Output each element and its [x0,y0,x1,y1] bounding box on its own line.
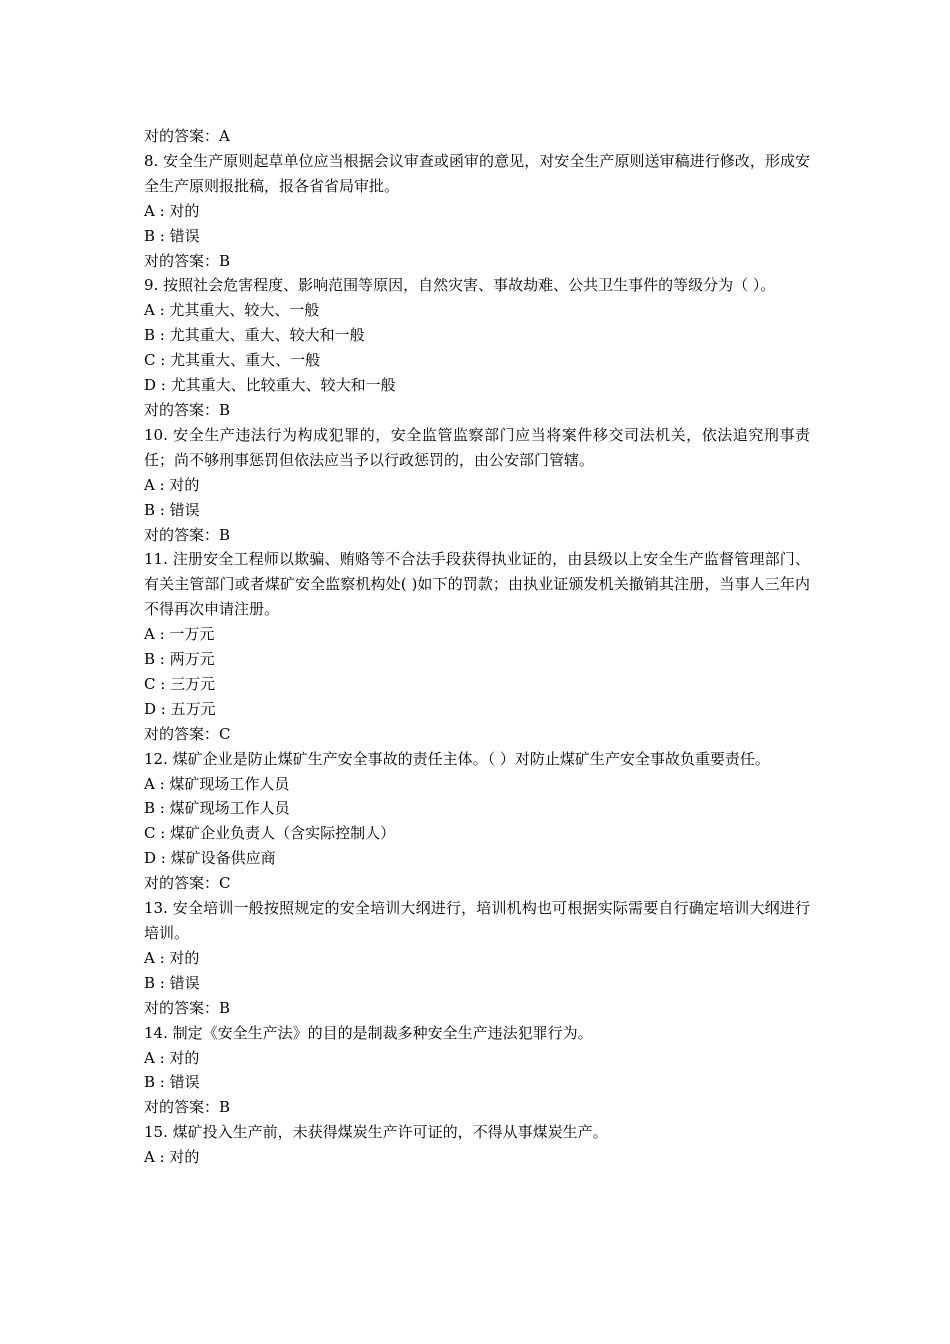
document-page [144,124,810,1170]
option-line: C : 尤其重大、重大、一般 [144,351,321,370]
option-line: A : 对的 [144,475,200,494]
option-line: D : 五万元 [144,699,216,718]
option-line: B : 错误 [144,1073,200,1092]
option-line: A : 对的 [144,201,200,220]
answer-line: 对的答案：C [144,724,231,743]
option-line: B : 错误 [144,226,200,245]
option-line: D : 尤其重大、比较重大、较大和一般 [144,376,396,395]
option-line: B : 错误 [144,500,200,519]
option-line: C : 三万元 [144,674,216,693]
option-line: C : 煤矿企业负责人（含实际控制人） [144,824,396,843]
question-text: 8. 安全生产原则起草单位应当根据会议审查或函审的意见，对安全生产原则送审稿进行修改，形成安全生产原则报批稿，报各省省局审批。 [144,151,810,195]
option-line: A : 对的 [144,948,200,967]
option-line: A : 一万元 [144,625,215,644]
question-text: 15. 煤矿投入生产前，未获得煤炭生产许可证的，不得从事煤炭生产。 [144,1123,608,1142]
question-text: 13. 安全培训一般按照规定的安全培训大纲进行，培训机构也可根据实际需要自行确定培训大纲进行培训。 [144,899,810,942]
answer-line: 对的答案：B [144,251,231,270]
option-line: D : 煤矿设备供应商 [144,849,276,868]
option-line: B : 煤矿现场工作人员 [144,799,290,818]
answer-line: 对的答案：B [144,998,231,1017]
option-line: A : 煤矿现场工作人员 [144,774,290,793]
option-line: A : 对的 [144,1148,200,1167]
option-line: B : 错误 [144,973,200,992]
question-text: 9. 按照社会危害程度、影响范围等原因，自然灾害、事故劫难、公共卫生事件的等级分为（ ）。 [144,276,776,295]
answer-line: 对的答案：C [144,874,231,893]
answer-line: 对的答案：B [144,525,231,544]
question-text: 12. 煤矿企业是防止煤矿生产安全事故的责任主体。（ ）对防止煤矿生产安全事故负重要责任。 [144,749,770,768]
option-line: A : 对的 [144,1048,200,1067]
question-text: 10. 安全生产违法行为构成犯罪的，安全监管监察部门应当将案件移交司法机关，依法追究刑事责任；尚不够刑事惩罚但依法应当予以行政惩罚的，由公安部门管辖。 [144,425,810,469]
question-text: 11. 注册安全工程师以欺骗、贿赂等不合法手段获得执业证的，由县级以上安全生产监督管理部门、有关主管部门或者煤矿安全监察机构处( )如下的罚款；由执业证颁发机关撤销其注册，当事人三年内不得再次申请注册。 [144,550,810,619]
option-line: B : 尤其重大、重大、较大和一般 [144,326,365,345]
answer-line: 对的答案：A [144,127,230,145]
answer-line: 对的答案：B [144,1098,231,1117]
answer-line: 对的答案：B [144,400,231,419]
question-text: 14. 制定《安全生产法》的目的是制裁多种安全生产违法犯罪行为。 [144,1023,593,1042]
option-line: B : 两万元 [144,650,215,669]
option-line: A : 尤其重大、较大、一般 [144,301,320,320]
